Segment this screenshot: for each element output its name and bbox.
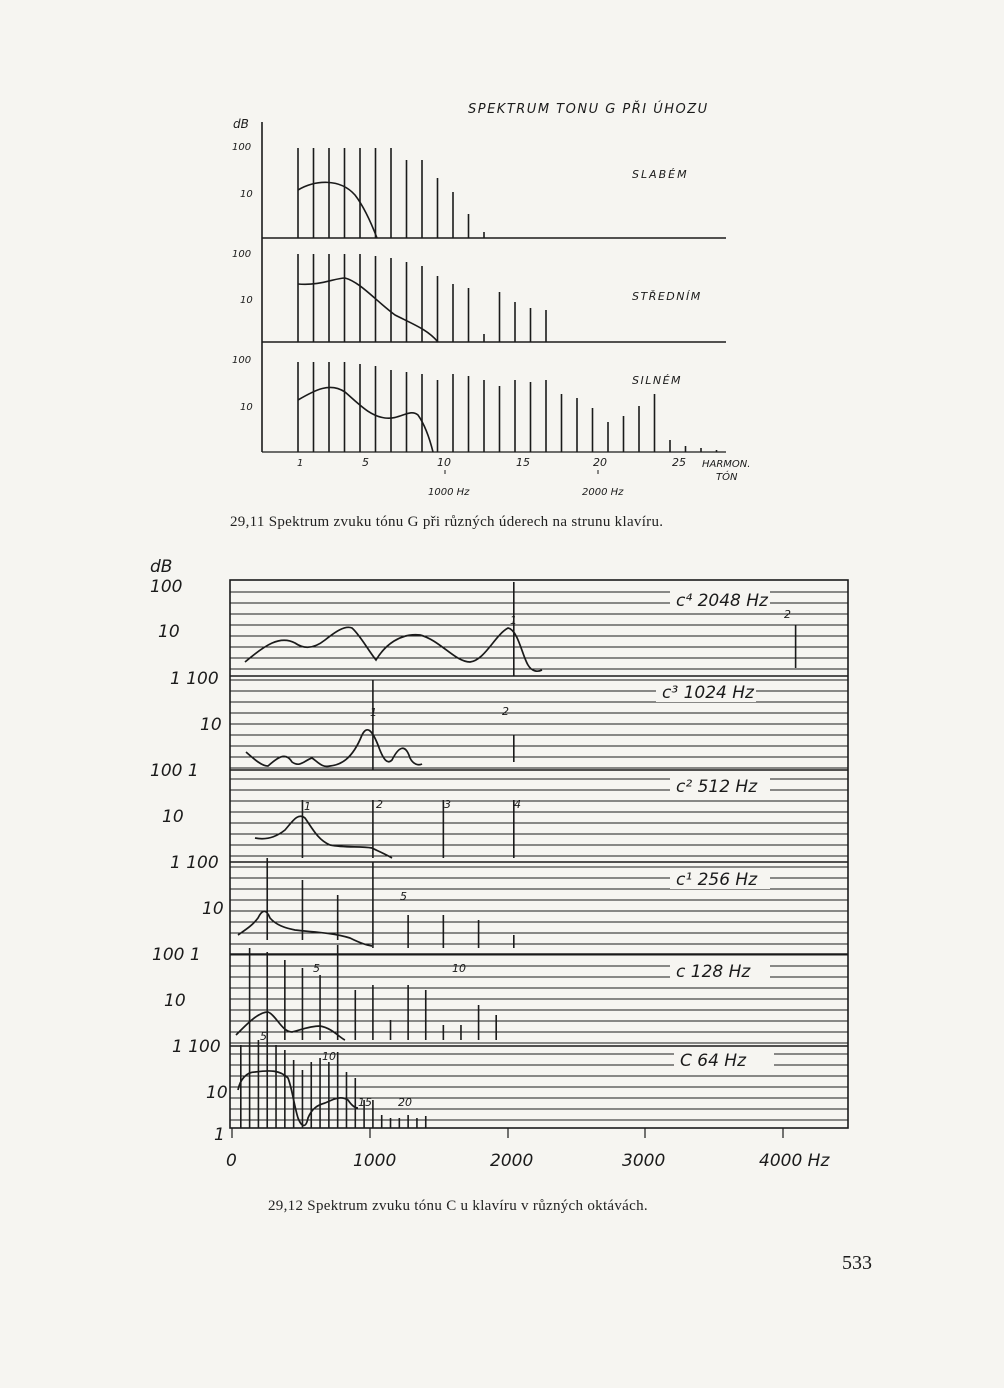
envelope-slabem xyxy=(298,182,377,238)
envelope-strednim xyxy=(298,278,438,342)
bottom-y-label: 100 1 xyxy=(150,761,199,781)
envelope-silnem xyxy=(298,387,433,452)
harmonic-label: 15 xyxy=(358,1096,372,1109)
bottom-x-tick-3000: 3000 xyxy=(622,1151,666,1171)
bottom-y-unit: dB xyxy=(150,557,173,577)
harmonic-label: 10 xyxy=(322,1050,336,1063)
top-y-label-10-a: 10 xyxy=(240,189,253,200)
harmonic-label: 5 xyxy=(260,1030,267,1043)
top-figure-title: SPEKTRUM TONU G PŘI ÚHOZU xyxy=(468,102,709,117)
top-y-label-10-b: 10 xyxy=(240,295,253,306)
harmonic-label: 1 xyxy=(510,614,517,627)
bottom-y-label: 10 xyxy=(202,899,224,919)
harmonic-label: 1 xyxy=(304,800,311,813)
envelope-c2 xyxy=(255,816,392,858)
bottom-x-tick-1000: 1000 xyxy=(353,1151,397,1171)
bottom-x-tick-4000: 4000 Hz xyxy=(759,1151,830,1171)
harmonic-label: 2 xyxy=(502,705,509,718)
top-x-tick-15: 15 xyxy=(516,456,530,469)
top-x-tick-1: 1 xyxy=(297,458,304,469)
harmonic-label: 1 xyxy=(370,706,377,719)
harmonic-label: 5 xyxy=(400,890,407,903)
top-y-label-10-c: 10 xyxy=(240,402,253,413)
top-x-tick-25: 25 xyxy=(672,456,686,469)
top-x-tick-5: 5 xyxy=(362,456,369,469)
harmonic-label: 2 xyxy=(784,608,791,621)
bottom-x-tick-2000: 2000 xyxy=(490,1151,534,1171)
panel-label-2048hz: c⁴ 2048 Hz xyxy=(676,591,768,611)
top-y-label-100-c: 100 xyxy=(232,355,252,366)
bottom-y-label: 1 100 xyxy=(170,853,219,873)
panel-label-strednim: STŘEDNÍM xyxy=(632,290,702,303)
top-x-tick-10: 10 xyxy=(437,456,451,469)
panel-label-128hz: c 128 Hz xyxy=(676,962,751,982)
top-x-label-ton: TÓN xyxy=(716,472,738,483)
top-y-unit: dB xyxy=(233,117,249,131)
bottom-y-label: 1 100 xyxy=(172,1037,221,1057)
bottom-y-label: 10 xyxy=(200,715,222,735)
panel-label-silnem: SILNÉM xyxy=(632,374,683,387)
bottom-y-label: 10 xyxy=(164,991,186,1011)
panel-label-512hz: c² 512 Hz xyxy=(676,777,758,797)
panel-label-1024hz: c³ 1024 Hz xyxy=(662,683,754,703)
harmonic-label: 20 xyxy=(398,1096,412,1109)
bottom-x-tick-0: 0 xyxy=(226,1151,237,1171)
envelope-c4 xyxy=(245,627,542,671)
harmonic-label: 5 xyxy=(313,962,320,975)
bottom-y-label: 10 xyxy=(206,1083,228,1103)
bottom-y-label: 100 1 xyxy=(152,945,201,965)
bottom-x-ticks xyxy=(232,1128,783,1138)
bottom-y-label: 1 xyxy=(214,1125,225,1145)
top-freq-1000: 1000 Hz xyxy=(428,487,470,498)
panel-label-256hz: c¹ 256 Hz xyxy=(676,870,758,890)
harmonics-strednim xyxy=(298,254,546,342)
bottom-y-labels xyxy=(150,577,228,1145)
harmonics-slabem xyxy=(298,148,484,238)
top-y-label-100-b: 100 xyxy=(232,249,252,260)
top-y-label-100-a: 100 xyxy=(232,142,252,153)
bottom-y-label: 1 100 xyxy=(170,669,219,689)
top-freq-2000: 2000 Hz xyxy=(582,487,624,498)
harmonic-label: 10 xyxy=(452,962,466,975)
page-number: 533 xyxy=(842,1252,872,1274)
bottom-y-label: 10 xyxy=(158,622,180,642)
top-x-tick-20: 20 xyxy=(593,456,607,469)
envelope-c xyxy=(236,1012,345,1040)
envelope-c1 xyxy=(238,911,372,946)
harmonic-label: 3 xyxy=(444,798,451,811)
bottom-y-label: 100 xyxy=(150,577,183,597)
caption-29-11: 29,11 Spektrum zvuku tónu G při různých úderech na strunu klavíru. xyxy=(230,514,664,530)
bottom-y-label: 10 xyxy=(162,807,184,827)
panel-label-slabem: SLABÉM xyxy=(632,168,689,181)
top-x-label-harmon: HARMON. xyxy=(702,459,751,470)
harmonic-label: 4 xyxy=(514,798,521,811)
harmonic-label: 2 xyxy=(376,798,383,811)
caption-29-12: 29,12 Spektrum zvuku tónu C u klavíru v různých oktávách. xyxy=(268,1198,648,1214)
panel-label-64hz: C 64 Hz xyxy=(680,1051,747,1071)
